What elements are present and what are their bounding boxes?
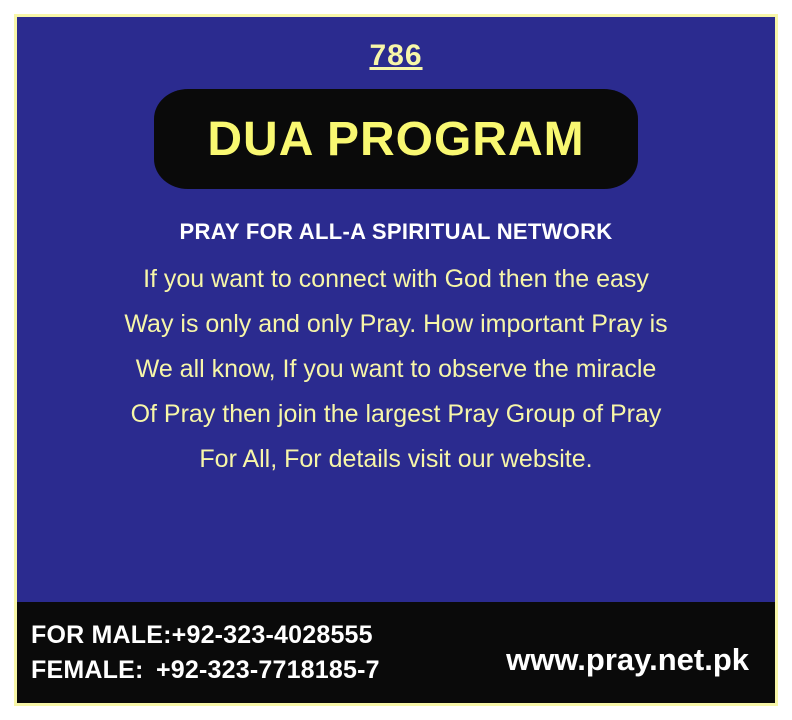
poster-frame (14, 14, 778, 706)
male-contact-row (31, 621, 380, 650)
body-line: If you want to connect with God then the easy (143, 265, 649, 293)
poster-footer (17, 602, 775, 703)
female-contact-row (31, 656, 380, 685)
body-line: Of Pray then join the largest Pray Group of Pray (130, 400, 662, 428)
poster-subtitle: PRAY FOR ALL-A SPIRITUAL NETWORK (179, 219, 613, 244)
male-contact-label: FOR MALE: (31, 620, 172, 649)
page-title: DUA PROGRAM (207, 112, 585, 166)
title-container (17, 89, 775, 189)
contact-block (31, 621, 380, 685)
body-line: Way is only and only Pray. How important Pray is (124, 310, 668, 338)
male-contact-number: +92-323-4028555 (171, 620, 373, 649)
poster-content (17, 17, 775, 703)
female-contact-label: FEMALE: (31, 655, 144, 684)
female-contact-number: +92-323-7718185-7 (156, 655, 380, 684)
poster-body (17, 267, 775, 492)
body-line: We all know, If you want to observe the miracle (135, 355, 657, 383)
header-number: 786 (369, 39, 423, 72)
body-line: For All, For details visit our website. (199, 445, 593, 473)
website-link[interactable]: www.pray.net.pk (506, 641, 749, 677)
title-plate (154, 89, 638, 189)
